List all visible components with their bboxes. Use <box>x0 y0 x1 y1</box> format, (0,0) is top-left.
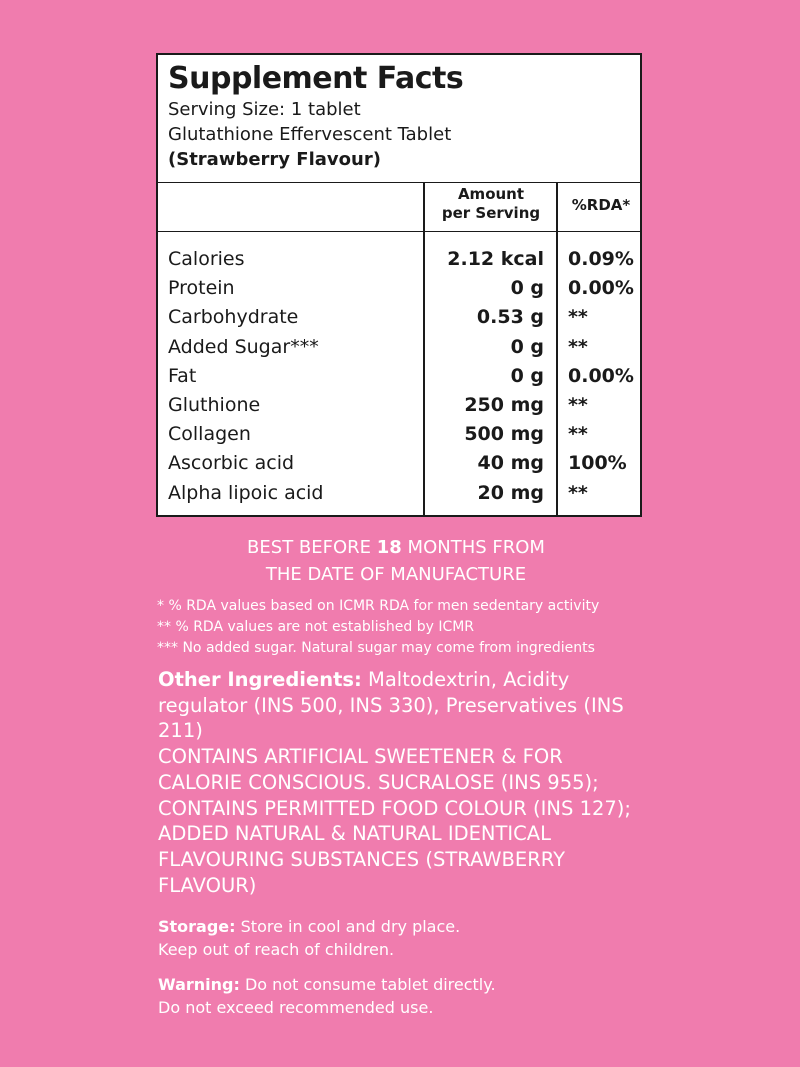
nutrient-rda: 0.00% <box>568 364 634 387</box>
panel-title: Supplement Facts <box>168 61 464 96</box>
nutrient-name: Ascorbic acid <box>168 452 295 475</box>
footnote: *** No added sugar. Natural sugar may come from ingredients <box>157 640 595 656</box>
ingredients-list: Maltodextrin, Acidity regulator (INS 500, INS 330), Preservatives (INS 211) <box>158 668 624 743</box>
nutrient-amount: 0 g <box>510 364 544 387</box>
nutrient-rda: ** <box>568 423 588 446</box>
other-ingredients <box>158 667 658 898</box>
nutrient-amount: 0.53 g <box>476 306 544 329</box>
best-before-line2: THE DATE OF MANUFACTURE <box>265 564 527 585</box>
nutrient-rda: ** <box>568 306 588 329</box>
best-before-text: MONTHS FROM <box>401 537 545 558</box>
storage-info <box>158 915 460 961</box>
nutrient-name: Fat <box>168 364 197 387</box>
storage-label: Storage: <box>158 917 236 936</box>
ingredients-statement: ADDED NATURAL & NATURAL IDENTICAL <box>158 822 551 846</box>
warning-text: Do not consume tablet directly. <box>239 975 496 994</box>
nutrient-name: Carbohydrate <box>168 306 299 329</box>
best-before-text: BEST BEFORE <box>247 537 377 558</box>
nutrient-rda: ** <box>568 481 588 504</box>
nutrient-row <box>158 391 640 420</box>
nutrient-rows <box>158 245 640 508</box>
product-name: Glutathione Effervescent Tablet <box>168 124 452 145</box>
nutrient-row <box>158 420 640 449</box>
nutrient-rda: 0.00% <box>568 277 634 300</box>
warning-info <box>158 973 496 1019</box>
warning-line1 <box>158 973 496 996</box>
footnote: ** % RDA values are not established by ICMR <box>157 619 475 635</box>
amount-column-header <box>424 185 558 223</box>
nutrient-name: Collagen <box>168 423 251 446</box>
nutrient-rda: ** <box>568 335 588 358</box>
nutrient-amount: 40 mg <box>477 452 544 475</box>
nutrient-row <box>158 449 640 478</box>
nutrient-rda: 100% <box>568 452 627 475</box>
amount-header-line1: Amount <box>457 185 525 203</box>
nutrient-amount: 250 mg <box>464 393 544 416</box>
product-flavour: (Strawberry Flavour) <box>168 149 381 170</box>
nutrient-amount: 500 mg <box>464 423 544 446</box>
panel-header <box>158 55 640 183</box>
nutrient-name: Gluthione <box>168 393 261 416</box>
nutrient-name: Protein <box>168 277 235 300</box>
storage-text: Store in cool and dry place. <box>235 917 461 936</box>
nutrient-name: Alpha lipoic acid <box>168 481 324 504</box>
nutrient-row <box>158 274 640 303</box>
ingredients-statement: CONTAINS ARTIFICIAL SWEETENER & FOR <box>158 745 563 769</box>
nutrient-rda: 0.09% <box>568 248 634 270</box>
nutrient-rda: ** <box>568 393 588 416</box>
ingredients-statement: FLAVOURING SUBSTANCES (STRAWBERRY <box>158 847 566 871</box>
best-before-months: 18 <box>376 537 402 558</box>
nutrient-amount: 20 mg <box>477 481 544 504</box>
nutrient-amount: 2.12 kcal <box>447 248 544 270</box>
ingredients-label: Other Ingredients: <box>158 668 362 691</box>
nutrient-row <box>158 362 640 391</box>
rda-column-header: %RDA* <box>571 196 631 214</box>
storage-line2: Keep out of reach of children. <box>158 940 395 959</box>
best-before <box>0 534 792 588</box>
warning-line2: Do not exceed recommended use. <box>158 998 434 1017</box>
nutrient-name: Calories <box>168 248 245 270</box>
nutrient-amount: 0 g <box>510 277 544 300</box>
warning-label: Warning: <box>158 975 240 994</box>
ingredients-statement: FLAVOUR) <box>158 873 257 897</box>
ingredients-statement: CALORIE CONSCIOUS. SUCRALOSE (INS 955); <box>158 770 599 794</box>
supplement-facts-panel <box>156 53 642 517</box>
nutrient-row <box>158 245 640 274</box>
ingredients-text <box>158 667 658 744</box>
amount-header-line2: per Serving <box>441 204 541 222</box>
serving-size: Serving Size: 1 tablet <box>168 99 361 120</box>
column-header-row <box>158 183 640 232</box>
footnotes <box>157 596 599 659</box>
best-before-line1 <box>0 534 792 561</box>
nutrient-amount: 0 g <box>510 335 544 358</box>
ingredients-statement: CONTAINS PERMITTED FOOD COLOUR (INS 127); <box>158 796 631 820</box>
nutrient-name: Added Sugar*** <box>168 335 319 358</box>
footnote: * % RDA values based on ICMR RDA for men sedentary activity <box>157 598 600 614</box>
nutrient-row <box>158 479 640 508</box>
nutrient-row <box>158 333 640 362</box>
nutrient-row <box>158 303 640 332</box>
storage-line1 <box>158 915 460 938</box>
